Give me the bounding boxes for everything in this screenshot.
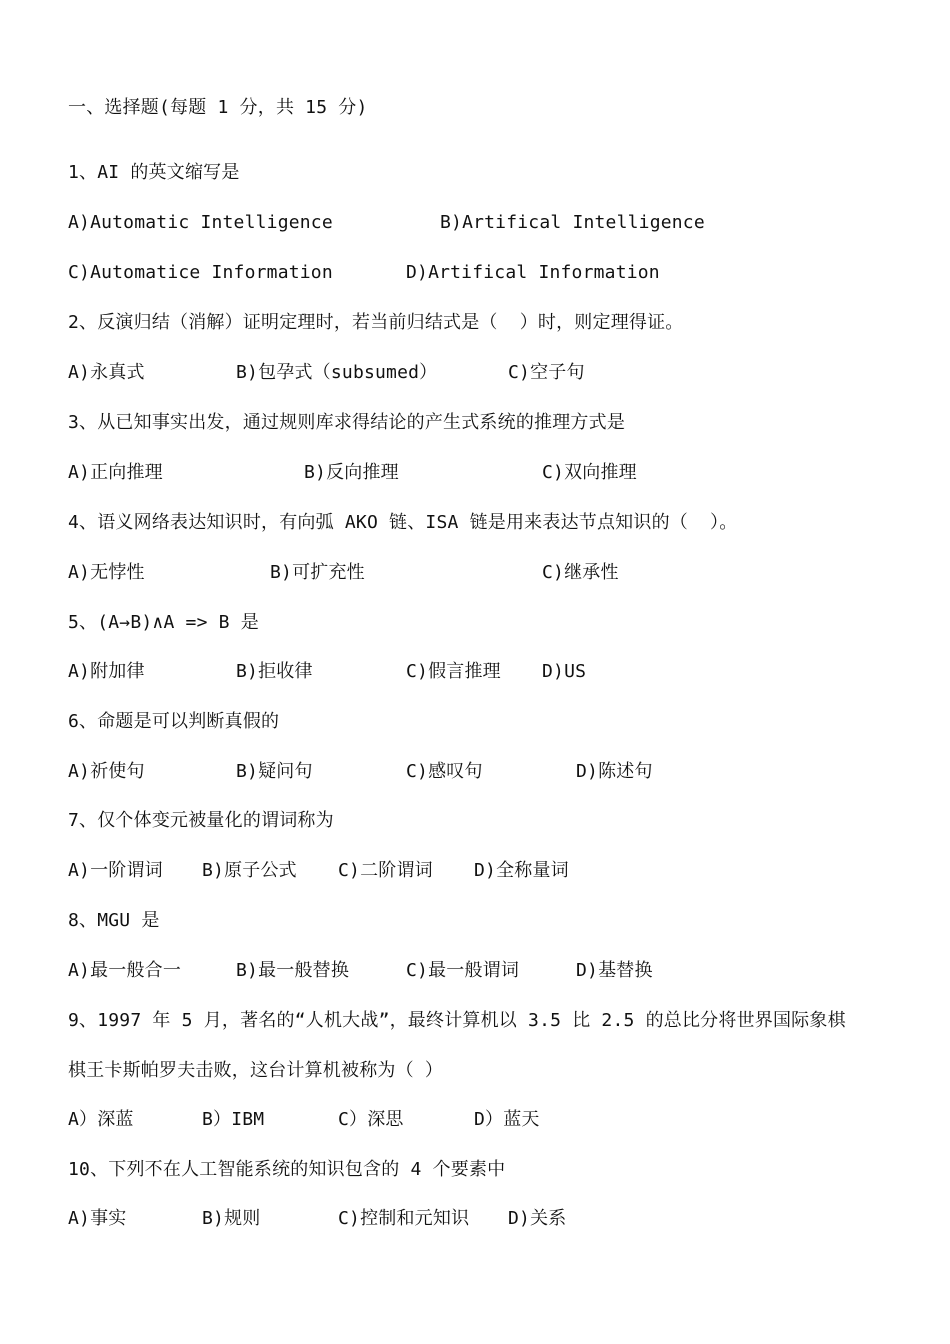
question-4-option-c: C)继承性 <box>542 562 619 583</box>
question-5-option-c: C)假言推理 <box>406 661 501 682</box>
question-6-option-c: C)感叹句 <box>406 761 483 782</box>
question-4-option-a: A)无悖性 <box>68 562 145 583</box>
question-7-stem: 7、仅个体变元被量化的谓词称为 <box>68 810 334 831</box>
question-9-stem-continued: 棋王卡斯帕罗夫击败，这台计算机被称为（ ） <box>68 1060 444 1081</box>
question-10-option-d: D)关系 <box>508 1208 567 1229</box>
question-1-option-b: B)Artifical Intelligence <box>440 212 705 233</box>
question-2-stem: 2、反演归结（消解）证明定理时，若当前归结式是（ ）时，则定理得证。 <box>68 312 684 333</box>
question-10-stem: 10、下列不在人工智能系统的知识包含的 4 个要素中 <box>68 1159 506 1180</box>
question-7-option-b: B)原子公式 <box>202 860 297 881</box>
question-1-option-d: D)Artifical Information <box>406 262 660 283</box>
question-3-stem: 3、从已知事实出发，通过规则库求得结论的产生式系统的推理方式是 <box>68 412 626 433</box>
question-5-option-b: B)拒收律 <box>236 661 313 682</box>
question-7-option-c: C)二阶谓词 <box>338 860 433 881</box>
question-9-option-c: C）深思 <box>338 1109 404 1130</box>
question-6-option-b: B)疑问句 <box>236 761 313 782</box>
question-10-option-c: C)控制和元知识 <box>338 1208 470 1229</box>
question-2-option-a: A)永真式 <box>68 362 145 383</box>
question-3-option-b: B)反向推理 <box>304 462 399 483</box>
question-3-option-a: A)正向推理 <box>68 462 163 483</box>
question-8-option-a: A)最一般合一 <box>68 960 182 981</box>
question-8-option-d: D)基替换 <box>576 960 653 981</box>
question-10-option-a: A)事实 <box>68 1208 127 1229</box>
question-2-option-c: C)空子句 <box>508 362 585 383</box>
question-8-option-b: B)最一般替换 <box>236 960 350 981</box>
question-2-option-b: B)包孕式（subsumed） <box>236 362 438 383</box>
question-10-option-b: B)规则 <box>202 1208 261 1229</box>
section-title: 一、选择题(每题 1 分，共 15 分) <box>68 97 368 118</box>
question-8-stem: 8、MGU 是 <box>68 910 160 931</box>
question-4-option-b: B)可扩充性 <box>270 562 365 583</box>
question-9-option-b: B）IBM <box>202 1109 265 1130</box>
question-7-option-a: A)一阶谓词 <box>68 860 163 881</box>
question-4-stem: 4、语义网络表达知识时，有向弧 AKO 链、ISA 链是用来表达节点知识的（ ）。 <box>68 512 738 533</box>
question-5-option-d: D)US <box>542 661 587 682</box>
question-7-option-d: D)全称量词 <box>474 860 569 881</box>
question-9-option-a: A）深蓝 <box>68 1109 134 1130</box>
question-6-option-a: A)祈使句 <box>68 761 145 782</box>
question-9-option-d: D）蓝天 <box>474 1109 540 1130</box>
question-5-option-a: A)附加律 <box>68 661 145 682</box>
question-5-stem: 5、(A→B)∧A => B 是 <box>68 612 259 633</box>
question-6-option-d: D)陈述句 <box>576 761 653 782</box>
question-1-stem: 1、AI 的英文缩写是 <box>68 162 240 183</box>
question-9-stem: 9、1997 年 5 月，著名的“人机大战”，最终计算机以 3.5 比 2.5 的总比分将世界国际象棋 <box>68 1010 846 1031</box>
question-1-option-c: C)Automatice Information <box>68 262 333 283</box>
question-3-option-c: C)双向推理 <box>542 462 637 483</box>
question-8-option-c: C)最一般谓词 <box>406 960 520 981</box>
question-6-stem: 6、命题是可以判断真假的 <box>68 711 280 732</box>
question-1-option-a: A)Automatic Intelligence <box>68 212 333 233</box>
